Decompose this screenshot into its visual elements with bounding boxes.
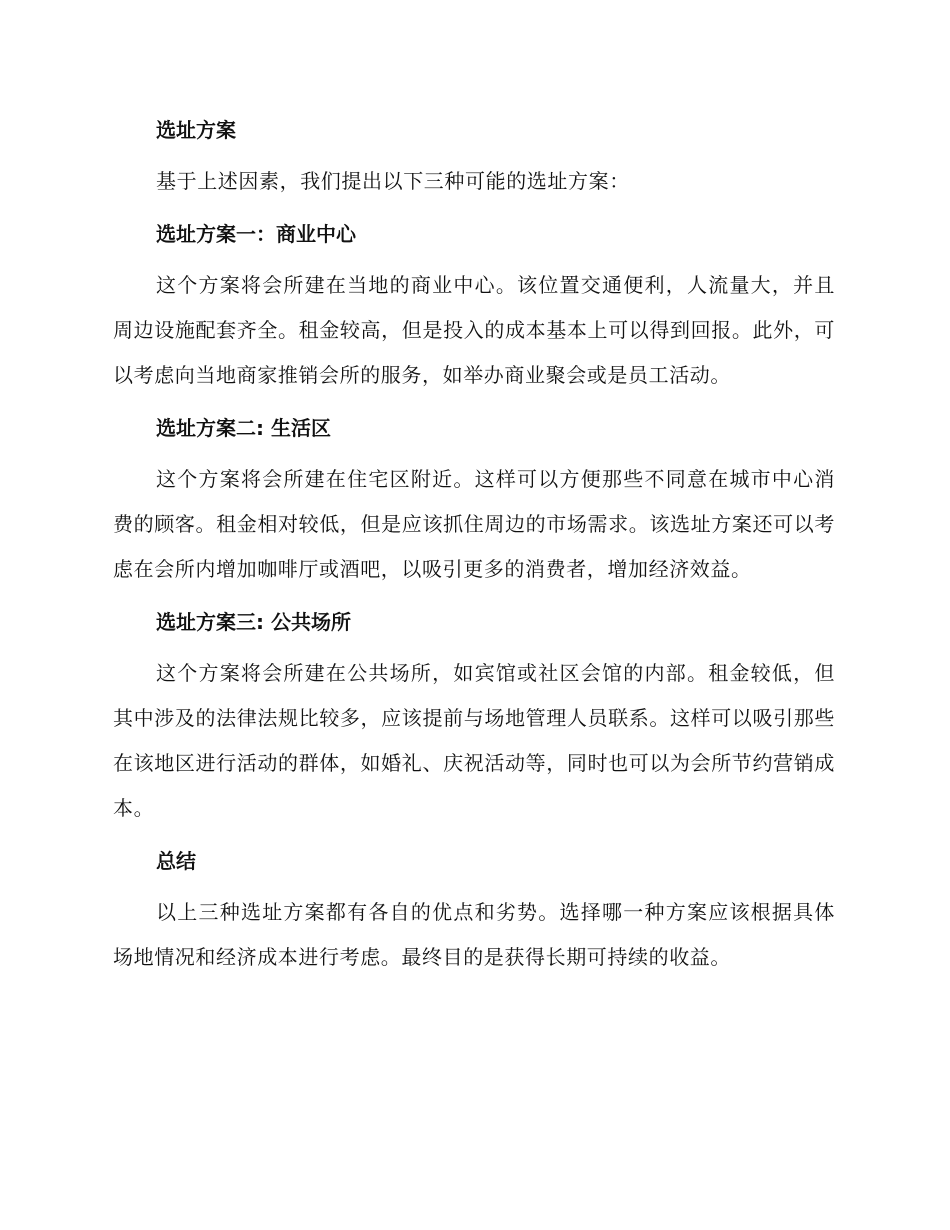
- document-body: [113, 108, 835, 980]
- spacer: [113, 204, 835, 212]
- spacer: [113, 398, 835, 406]
- section-heading-summary: 总结: [156, 849, 196, 873]
- summary-paragraph: 以上三种选址方案都有各自的优点和劣势。选择哪一种方案应该根据具体场地情况和经济成本进行考虑。最终目的是获得长期可持续的收益。: [113, 900, 835, 969]
- spacer: [113, 592, 835, 600]
- spacer: [113, 831, 835, 839]
- spacer: [113, 883, 835, 890]
- section-heading-plan-three: 选址方案三: 公共场所: [156, 610, 351, 634]
- spacer: [113, 450, 835, 457]
- spacer: [113, 644, 835, 651]
- plan-one-paragraph: 这个方案将会所建在当地的商业中心。该位置交通便利，人流量大，并且周边设施配套齐全。租金较高，但是投入的成本基本上可以得到回报。此外，可以考虑向当地商家推销会所的服务，如举办商业聚会或是员工活动。: [113, 273, 835, 387]
- spacer: [113, 256, 835, 263]
- plan-three-paragraph: 这个方案将会所建在公共场所，如宾馆或社区会馆的内部。租金较低，但其中涉及的法律法规比较多，应该提前与场地管理人员联系。这样可以吸引那些在该地区进行活动的群体，如婚礼、庆祝活动等，同时也可以为会所节约营销成本。: [113, 661, 835, 820]
- section-heading-plan-two: 选址方案二: 生活区: [156, 416, 331, 440]
- plan-two-paragraph: 这个方案将会所建在住宅区附近。这样可以方便那些不同意在城市中心消费的顾客。租金相对较低，但是应该抓住周边的市场需求。该选址方案还可以考虑在会所内增加咖啡厅或酒吧，以吸引更多的消费者，增加经济效益。: [113, 467, 835, 581]
- section-heading-plan-one: 选址方案一：商业中心: [156, 222, 356, 246]
- intro-paragraph: 基于上述因素，我们提出以下三种可能的选址方案：: [156, 169, 630, 193]
- spacer: [113, 152, 835, 159]
- section-heading-site-plan: 选址方案: [156, 118, 236, 142]
